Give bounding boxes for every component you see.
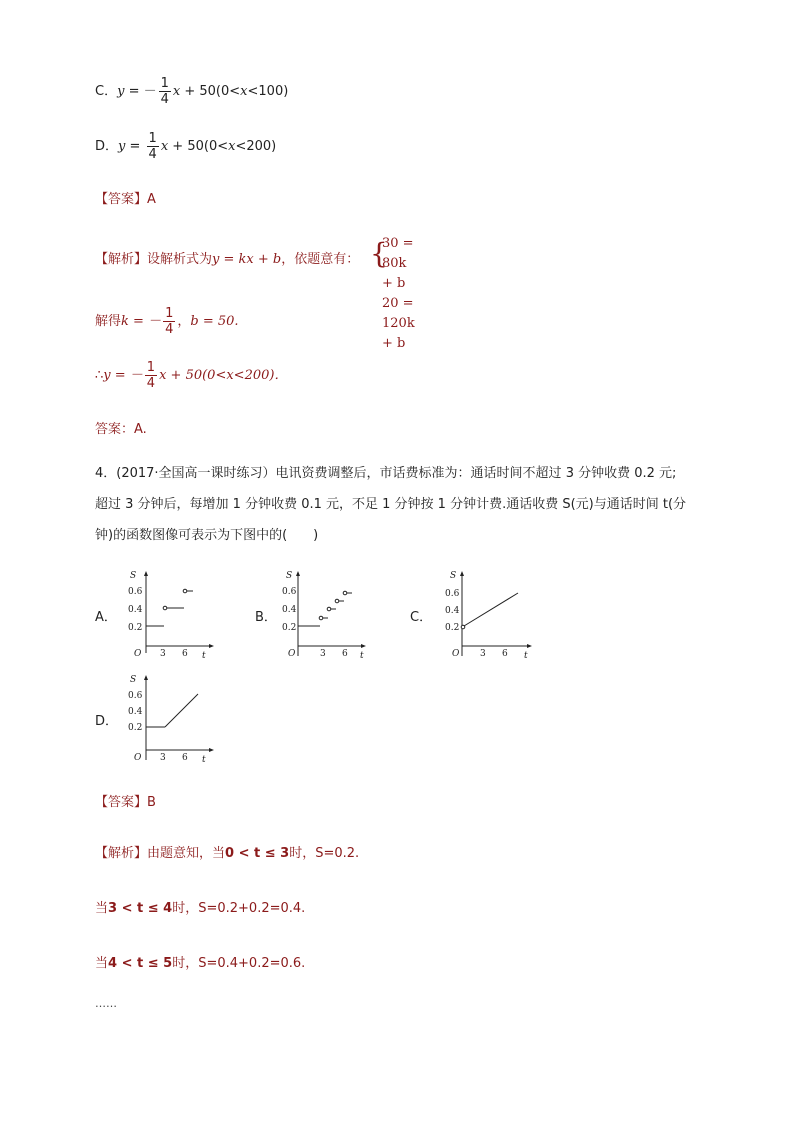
graph-b	[280, 568, 380, 663]
equation-1: 30 = 80k + b	[382, 236, 414, 291]
option-d: D．y = $\frac{1}{4}$ x + 50(0<x<200)	[95, 131, 277, 162]
svg-text:t: t	[524, 651, 528, 661]
answer-1: 【答案】A	[95, 192, 156, 207]
svg-text:t: t	[360, 651, 364, 661]
fraction: $\frac{1}{4}$	[160, 76, 169, 107]
option-c-label: C．	[95, 84, 118, 99]
svg-text:0.4: 0.4	[282, 605, 297, 615]
solve-line: 解得k = － $\frac{1}{4}$ ，b = 50.	[95, 306, 239, 337]
svg-text:S: S	[450, 571, 457, 581]
svg-text:t: t	[202, 651, 206, 661]
graph-a-label: A．	[95, 610, 117, 625]
graph-d	[118, 672, 218, 767]
svg-text:6: 6	[182, 649, 188, 659]
graph-d-label: D．	[95, 714, 119, 729]
svg-text:6: 6	[342, 649, 348, 659]
svg-text:O: O	[452, 649, 460, 659]
svg-text:6: 6	[502, 649, 508, 659]
svg-text:0.6: 0.6	[128, 587, 143, 597]
graph-c	[440, 568, 540, 663]
therefore-line: ∴y = － $\frac{1}{4}$ x + 50(0<x<200)．	[95, 360, 288, 391]
svg-text:0.4: 0.4	[445, 606, 460, 616]
ellipsis: ……	[95, 997, 117, 1010]
analysis-1: 【解析】设解析式为y = kx + b，依题意有：	[95, 252, 360, 267]
answer-2: 【答案】B	[95, 795, 156, 810]
answer-1-restated: 答案：A.	[95, 422, 147, 437]
question-4-line-2: 超过 3 分钟后，每增加 1 分钟收费 0.1 元，不足 1 分钟按 1 分钟计费.通话收费 S(元)与通话时间 t(分	[95, 497, 687, 512]
option-d-label: D．	[95, 139, 119, 154]
fraction: $\frac{1}{4}$	[165, 306, 174, 337]
svg-text:0.2: 0.2	[445, 623, 460, 633]
graph-b-label: B．	[255, 610, 277, 625]
svg-text:S: S	[286, 571, 293, 581]
graph-a	[118, 568, 218, 663]
svg-text:O: O	[134, 753, 142, 763]
svg-text:3: 3	[160, 753, 166, 763]
fraction: $\frac{1}{4}$	[146, 360, 156, 391]
svg-text:3: 3	[320, 649, 326, 659]
svg-text:0.4: 0.4	[128, 605, 143, 615]
svg-text:0.2: 0.2	[128, 723, 143, 733]
svg-text:3: 3	[160, 649, 166, 659]
svg-text:0.2: 0.2	[128, 623, 143, 633]
svg-text:S: S	[130, 571, 137, 581]
svg-text:6: 6	[182, 753, 188, 763]
option-c: C．y = － $\frac{1}{4}$ x + 50(0<x<100)	[95, 76, 289, 107]
question-4-line-1: 4．(2017·全国高一课时练习）电讯资费调整后，市话费标准为：通话时间不超过 3 分钟收费 0.2 元;	[95, 466, 677, 481]
svg-text:t: t	[202, 755, 206, 765]
svg-text:3: 3	[480, 649, 486, 659]
case-2: 当3 < t ≤ 4时，S=0.2+0.2=0.4.	[95, 901, 306, 916]
svg-text:O: O	[288, 649, 296, 659]
case-3: 当4 < t ≤ 5时，S=0.4+0.2=0.6.	[95, 956, 306, 971]
svg-text:0.6: 0.6	[128, 691, 143, 701]
analysis-2: 【解析】由题意知，当0 < t ≤ 3时，S=0.2.	[95, 846, 360, 861]
graph-c-label: C．	[410, 610, 433, 625]
question-4-line-3: 钟)的函数图像可表示为下图中的( )	[95, 528, 319, 543]
svg-text:O: O	[134, 649, 142, 659]
svg-text:0.4: 0.4	[128, 707, 143, 717]
equation-2: 20 = 120k + b	[382, 296, 415, 351]
svg-text:S: S	[130, 675, 137, 685]
fraction: $\frac{1}{4}$	[148, 131, 157, 162]
svg-text:0.2: 0.2	[282, 623, 297, 633]
svg-text:0.6: 0.6	[282, 587, 297, 597]
svg-text:0.6: 0.6	[445, 589, 460, 599]
